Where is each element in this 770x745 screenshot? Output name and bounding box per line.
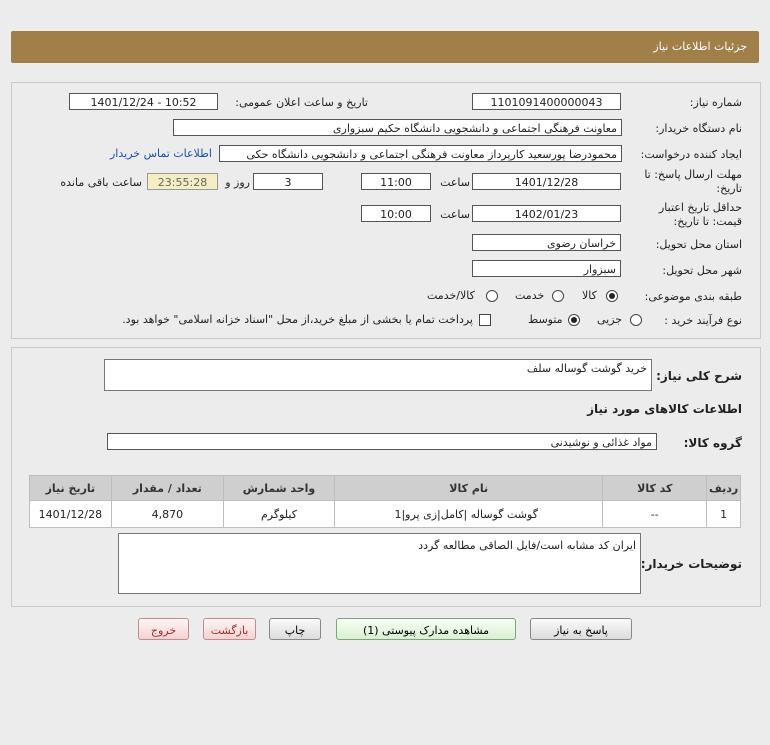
province-label: استان محل تحویل: (655, 238, 742, 251)
buyer-notes-label: توضیحات خریدار: (640, 557, 742, 571)
process-minor-radio[interactable] (630, 314, 642, 326)
col-row: ردیف (707, 476, 741, 501)
reply-date-field[interactable]: 1401/12/28 (472, 173, 621, 190)
validity-date-field[interactable]: 1402/01/23 (472, 205, 621, 222)
buyer-org-field[interactable]: معاونت فرهنگی اجتماعی و دانشجویی دانشگاه حکیم سبزواری (173, 119, 622, 136)
reply-deadline-label: مهلت ارسال پاسخ: تا (644, 168, 742, 181)
back-button[interactable]: بازگشت (203, 618, 256, 640)
process-label: نوع فرآیند خرید : (664, 314, 742, 327)
page-title: جزئیات اطلاعات نیاز (653, 40, 747, 53)
reply-button[interactable]: پاسخ به نیاز (530, 618, 632, 640)
requester-label: ایجاد کننده درخواست: (640, 148, 742, 161)
validity-label: حداقل تاریخ اعتبار (658, 201, 742, 214)
category-goods-label: کالا (582, 289, 597, 302)
category-goods-service-radio[interactable] (486, 290, 498, 302)
category-goods-service-label: کالا/خدمت (427, 289, 475, 302)
process-medium-label: متوسط (528, 313, 563, 326)
goods-group-field[interactable]: مواد غذائی و نوشیدنی (107, 433, 657, 450)
treasury-checkbox[interactable] (479, 314, 491, 326)
cell-need-date: 1401/12/28 (30, 501, 112, 528)
col-goods-code: کد کالا (603, 476, 707, 501)
city-field[interactable]: سبزوار (472, 260, 621, 277)
exit-button[interactable]: خروج (138, 618, 189, 640)
buyer-org-label: نام دستگاه خریدار: (655, 122, 742, 135)
cell-goods-name: گوشت گوساله |کامل|زی پرو|1 (335, 501, 603, 528)
days-field[interactable]: 3 (253, 173, 323, 190)
col-goods-name: نام کالا (335, 476, 603, 501)
need-number-field[interactable]: 1101091400000043 (472, 93, 621, 110)
buyer-notes-field[interactable]: ایران کد مشابه است/فایل الصاقی مطالعه گردد (118, 533, 641, 594)
category-service-label: خدمت (515, 289, 545, 302)
print-button[interactable]: چاپ (269, 618, 321, 640)
cell-quantity: 4,870 (111, 501, 223, 528)
description-label: شرح کلی نیاز: (656, 369, 742, 383)
validity-time-label: ساعت (440, 208, 470, 221)
announce-field[interactable]: 1401/12/24 - 10:52 (69, 93, 218, 110)
province-field[interactable]: خراسان رضوی (472, 234, 621, 251)
category-label: طبقه بندی موضوعی: (644, 290, 742, 303)
cell-goods-code: -- (603, 501, 707, 528)
goods-table-header (30, 476, 741, 501)
process-minor-label: جزیی (597, 313, 623, 326)
buyer-contact-link[interactable]: اطلاعات تماس خریدار (110, 147, 212, 160)
category-service-radio[interactable] (552, 290, 564, 302)
col-quantity: تعداد / مقدار (111, 476, 223, 501)
col-unit: واحد شمارش (223, 476, 334, 501)
remaining-time-field: 23:55:28 (147, 173, 218, 190)
days-label: روز و (225, 176, 250, 189)
description-field[interactable]: خرید گوشت گوساله سلف (104, 359, 652, 391)
process-medium-radio[interactable] (568, 314, 580, 326)
cell-unit: کیلوگرم (223, 501, 334, 528)
goods-info-title: اطلاعات کالاهای مورد نیاز (587, 402, 742, 416)
goods-group-label: گروه کالا: (683, 436, 742, 450)
reply-deadline-label-2: تاریخ: (716, 182, 742, 195)
goods-table (29, 475, 741, 528)
cell-row-number: 1 (707, 501, 741, 528)
announce-label: تاریخ و ساعت اعلان عمومی: (235, 96, 368, 109)
page-header (11, 31, 759, 63)
validity-label-2: قیمت: تا تاریخ: (673, 215, 742, 228)
category-goods-radio[interactable] (606, 290, 618, 302)
attachments-button[interactable]: مشاهده مدارک پیوستی (1) (336, 618, 516, 640)
reply-time-field[interactable]: 11:00 (361, 173, 431, 190)
validity-time-field[interactable]: 10:00 (361, 205, 431, 222)
table-row[interactable] (30, 501, 741, 528)
reply-time-label: ساعت (440, 176, 470, 189)
city-label: شهر محل تحویل: (662, 264, 742, 277)
treasury-note: پرداخت تمام یا بخشی از مبلغ خرید،از محل "اسناد خزانه اسلامی" خواهد بود. (122, 313, 473, 326)
requester-field[interactable]: محمودرضا پورسعید کارپرداز معاونت فرهنگی اجتماعی و دانشجویی دانشگاه حکی (219, 145, 622, 162)
need-number-label: شماره نیاز: (689, 96, 742, 109)
remaining-label: ساعت باقی مانده (60, 176, 142, 189)
col-need-date: تاریخ نیاز (30, 476, 112, 501)
